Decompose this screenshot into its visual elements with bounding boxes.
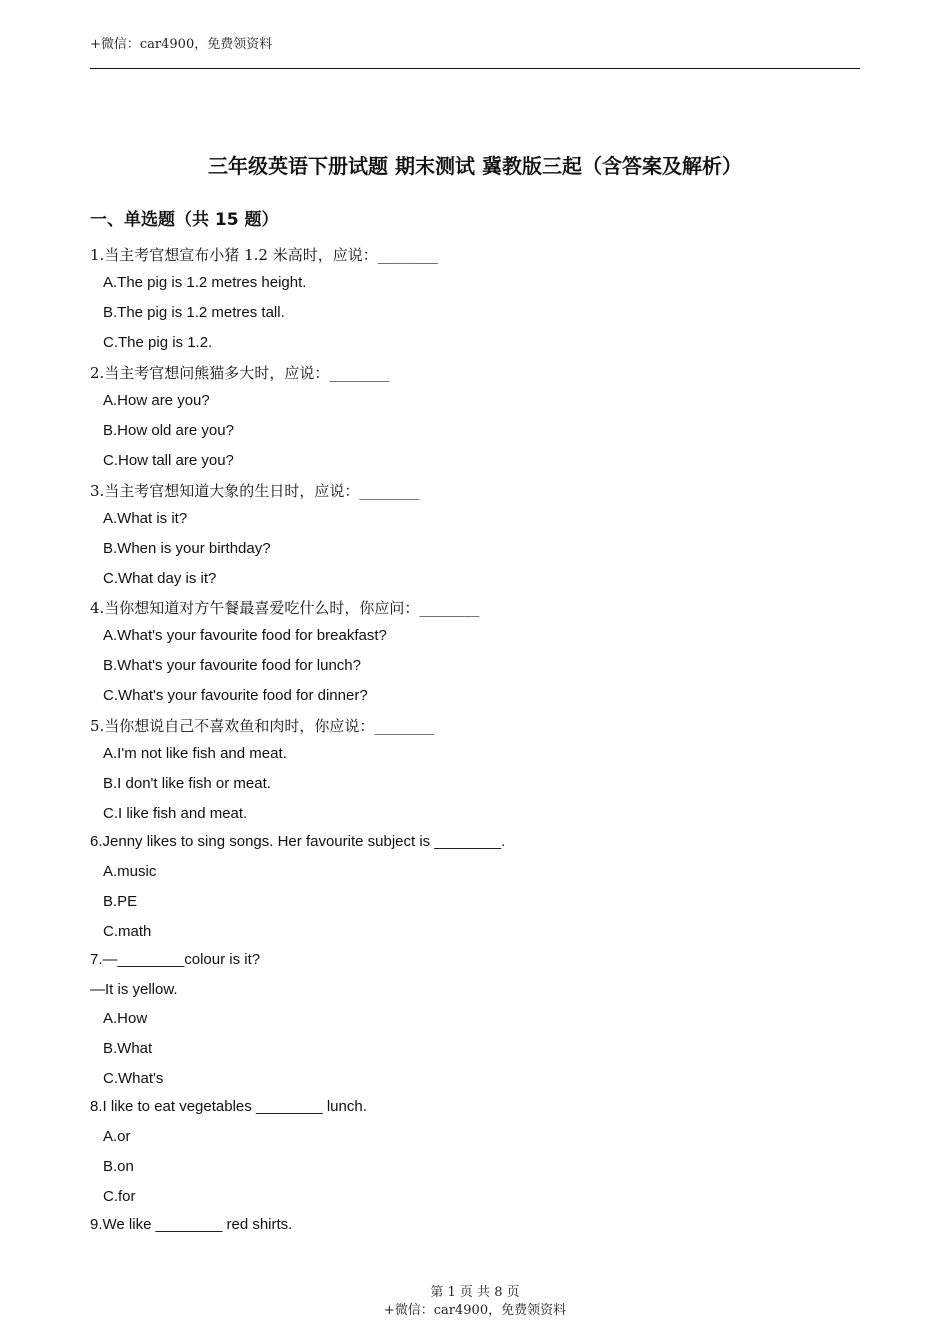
question-2-option-c: C.How tall are you? <box>103 452 234 469</box>
page-number: 第 1 页 共 8 页 <box>430 1285 520 1300</box>
question-1-option-b: B.The pig is 1.2 metres tall. <box>103 304 285 321</box>
question-3-option-c: C.What day is it? <box>103 570 217 587</box>
question-2-option-b: B.How old are you? <box>103 422 234 439</box>
question-8-option-a: A.or <box>103 1128 131 1145</box>
header-divider <box>90 68 860 69</box>
question-1-option-a: A.The pig is 1.2 metres height. <box>103 274 307 291</box>
question-3-option-a: A.What is it? <box>103 510 188 527</box>
question-1-option-c: C.The pig is 1.2. <box>103 334 213 351</box>
document-title: 三年级英语下册试题 期末测试 冀教版三起（含答案及解析） <box>208 154 742 178</box>
question-6-option-a: A.music <box>103 863 157 880</box>
question-7-stem: 7.—________colour is it? <box>90 951 261 968</box>
question-7-option-a: A.How <box>103 1010 148 1027</box>
question-2-option-a: A.How are you? <box>103 392 210 409</box>
question-6-option-b: B.PE <box>103 893 138 910</box>
question-6-option-c: C.math <box>103 923 152 940</box>
question-6-stem: 6.Jenny likes to sing songs. Her favourite subject is ________. <box>90 833 506 850</box>
question-2-stem: 2.当主考官想问熊猫多大时，应说：________ <box>90 364 390 382</box>
question-5-option-b: B.I don't like fish or meat. <box>103 775 271 792</box>
question-3-option-b: B.When is your birthday? <box>103 540 271 557</box>
section-heading: 一、单选题（共 15 题） <box>90 210 279 230</box>
question-8-option-c: C.for <box>103 1188 136 1205</box>
question-4-stem: 4.当你想知道对方午餐最喜爱吃什么时，你应问：________ <box>90 599 480 617</box>
question-8-stem: 8.I like to eat vegetables ________ lunch. <box>90 1098 367 1115</box>
question-1-stem: 1.当主考官想宣布小猪 1.2 米高时，应说：________ <box>90 246 438 264</box>
question-9-stem: 9.We like ________ red shirts. <box>90 1216 293 1233</box>
question-4-option-b: B.What's your favourite food for lunch? <box>103 657 361 674</box>
question-4-option-c: C.What's your favourite food for dinner? <box>103 687 368 704</box>
question-5-stem: 5.当你想说自己不喜欢鱼和肉时，你应说：________ <box>90 717 435 735</box>
footer-note: +微信：car4900，免费领资料 <box>383 1303 567 1318</box>
question-7-option-b: B.What <box>103 1040 153 1057</box>
question-8-option-b: B.on <box>103 1158 134 1175</box>
question-5-option-a: A.I'm not like fish and meat. <box>103 745 287 762</box>
question-5-option-c: C.I like fish and meat. <box>103 805 248 822</box>
question-7-option-c: C.What's <box>103 1070 164 1087</box>
header-note: +微信：car4900，免费领资料 <box>90 37 273 52</box>
question-3-stem: 3.当主考官想知道大象的生日时，应说：________ <box>90 482 420 500</box>
question-4-option-a: A.What's your favourite food for breakfast? <box>103 627 387 644</box>
question-7-dialogue-reply: —It is yellow. <box>90 981 178 998</box>
